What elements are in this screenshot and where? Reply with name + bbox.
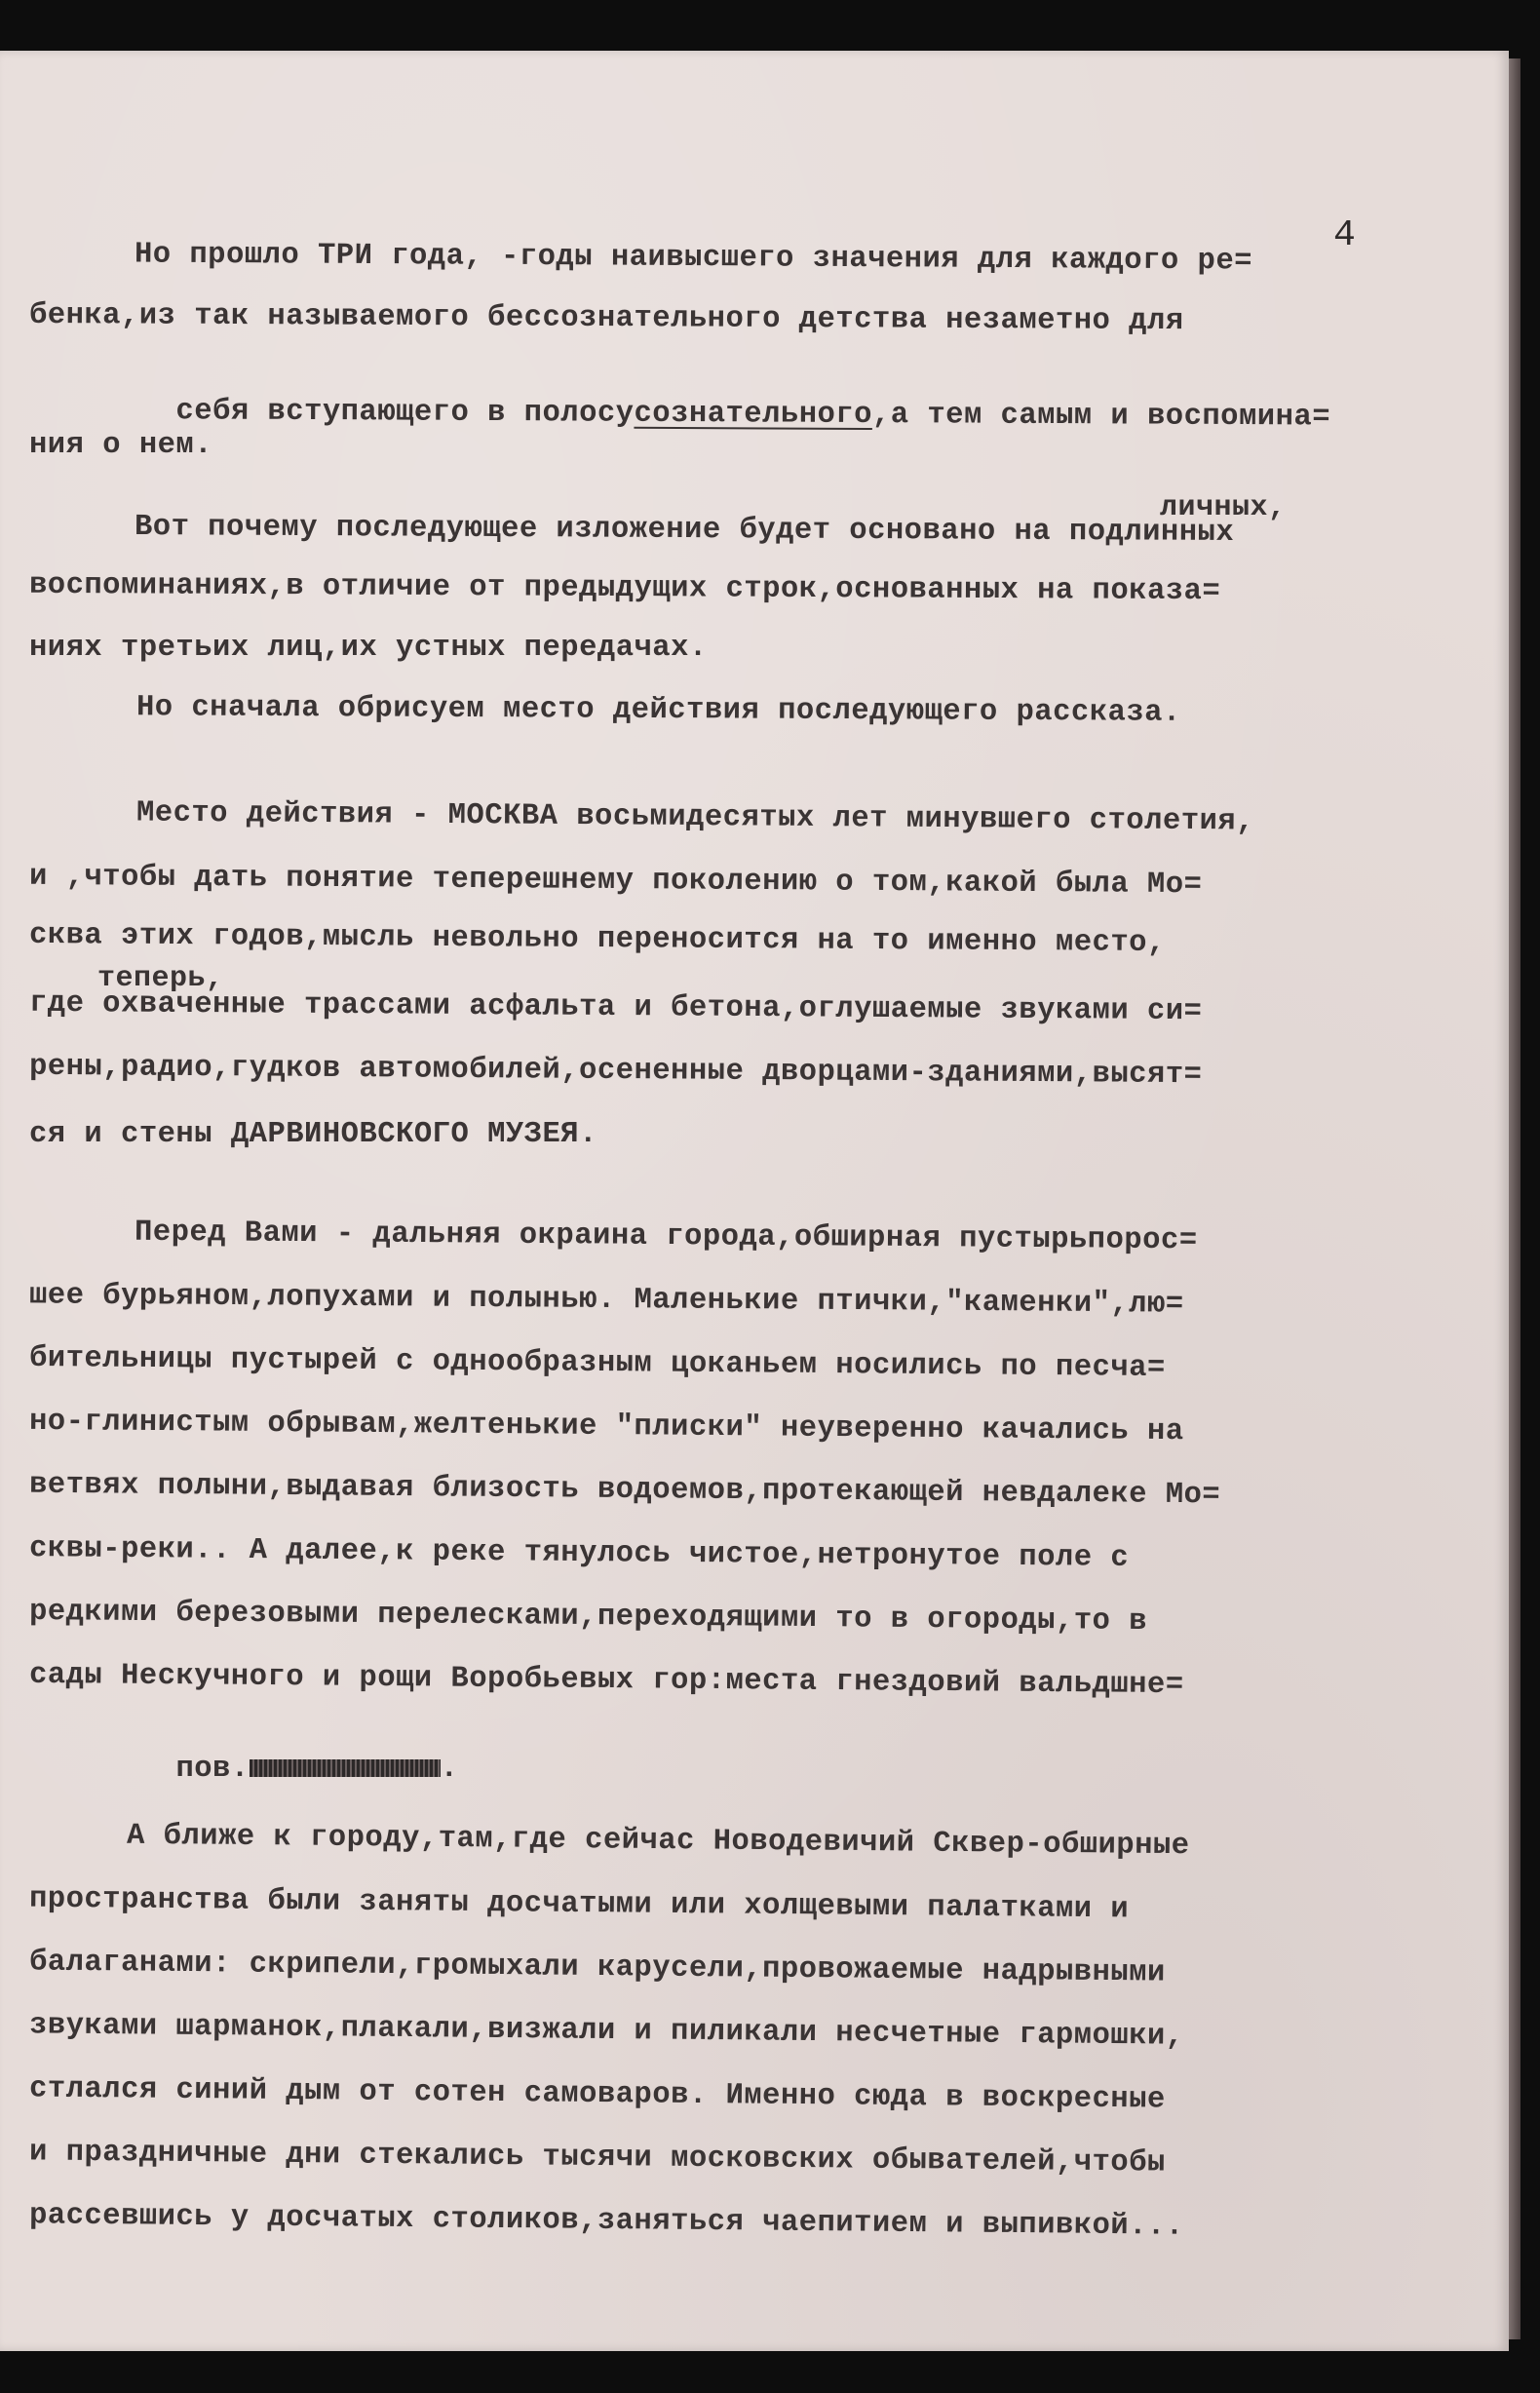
page-number: 4 (1333, 214, 1356, 256)
text-line: где охваченные трассами асфальта и бетона,оглушаемые звуками си= (28, 986, 1203, 1029)
text-line: шее бурьяном,лопухами и полынью. Маленькие птички,"каменки",лю= (28, 1279, 1184, 1322)
text-line: Место действия - МОСКВА восьмидесятых лет минувшего столетия, (135, 796, 1255, 839)
text-line: ния о нем. (29, 429, 213, 462)
text-line: рассевшись у досчатых столиков,заняться чаепитием и выпивкой... (28, 2199, 1184, 2244)
typed-text-block (0, 51, 1509, 2244)
text-segment: ,а тем самым и воспомина= (871, 399, 1331, 435)
text-line: ниях третьих лиц,их устных передачах. (29, 632, 708, 665)
text-line: Но прошло ТРИ года, -годы наивысшего значения для каждого ре= (134, 238, 1253, 279)
text-line: стлался синий дым от сотен самоваров. Именно сюда в воскресные (28, 2072, 1166, 2117)
text-line: рены,радио,гудков автомобилей,осененные дворцами-зданиями,высят= (28, 1050, 1203, 1093)
text-line: сква этих годов,мысль невольно переносится на то именно место, (28, 918, 1166, 961)
typewritten-page (0, 51, 1509, 2351)
text-line: Но сначала обрисуем место действия последующего рассказа. (135, 691, 1181, 730)
text-line: ветвях полыни,выдавая близость водоемов,протекающей невдалеке Мо= (28, 1468, 1221, 1513)
text-line: редкими березовыми перелесками,переходящими то в огороды,то в (28, 1595, 1148, 1640)
text-line: ся и стены ДАРВИНОВСКОГО МУЗЕЯ. (29, 1118, 597, 1151)
text-line: пов. . (175, 1753, 459, 1786)
text-segment: себя вступающего в полосу (175, 395, 635, 431)
text-line: А ближе к городу,там,где сейчас Новодевичий Сквер-обширные (126, 1819, 1190, 1864)
underlined-word: сознательного (634, 397, 873, 433)
handwritten-insertion: личных, (1160, 491, 1287, 524)
handwritten-insertion: теперь, (97, 962, 224, 995)
text-line: балаганами: скрипели,громыхали карусели,провожаемые надрывными (28, 1946, 1166, 1990)
struck-out-text (250, 1759, 441, 1777)
text-line: сады Нескучного и рощи Воробьевых гор:места гнездовий вальдшне= (28, 1658, 1184, 1703)
text-line: сквы-реки.. А далее,к реке тянулось чистое,нетронутое поле с (28, 1532, 1130, 1575)
text-line: пространства были заняты досчатыми или холщевыми палатками и (28, 1882, 1130, 1927)
text-line: бительницы пустырей с однообразным цоканьем носились по песча= (28, 1341, 1166, 1386)
text-line: но-глинистым обрывам,желтенькие "плиски" неуверенно качались на (28, 1405, 1184, 1449)
text-segment: пов. (175, 1753, 250, 1786)
text-line: и праздничные дни стекались тысячи московских обывателей,чтобы (28, 2136, 1166, 2181)
text-line: бенка,из так называемого бессознательного детства незаметно для (28, 298, 1184, 339)
text-line: Перед Вами - дальняя окраина города,обширная пустырьпорос= (134, 1216, 1198, 1258)
text-line: воспоминаниях,в отличие от предыдущих строк,основанных на показа= (28, 568, 1221, 609)
text-line (29, 362, 1331, 468)
text-line: звуками шарманок,плакали,визжали и пиликали несчетные гармошки, (28, 2009, 1184, 2054)
text-line: и ,чтобы дать понятие теперешнему поколению о том,какой была Мо= (28, 860, 1203, 903)
text-line: Вот почему последующее изложение будет основано на подлинных (134, 511, 1235, 550)
